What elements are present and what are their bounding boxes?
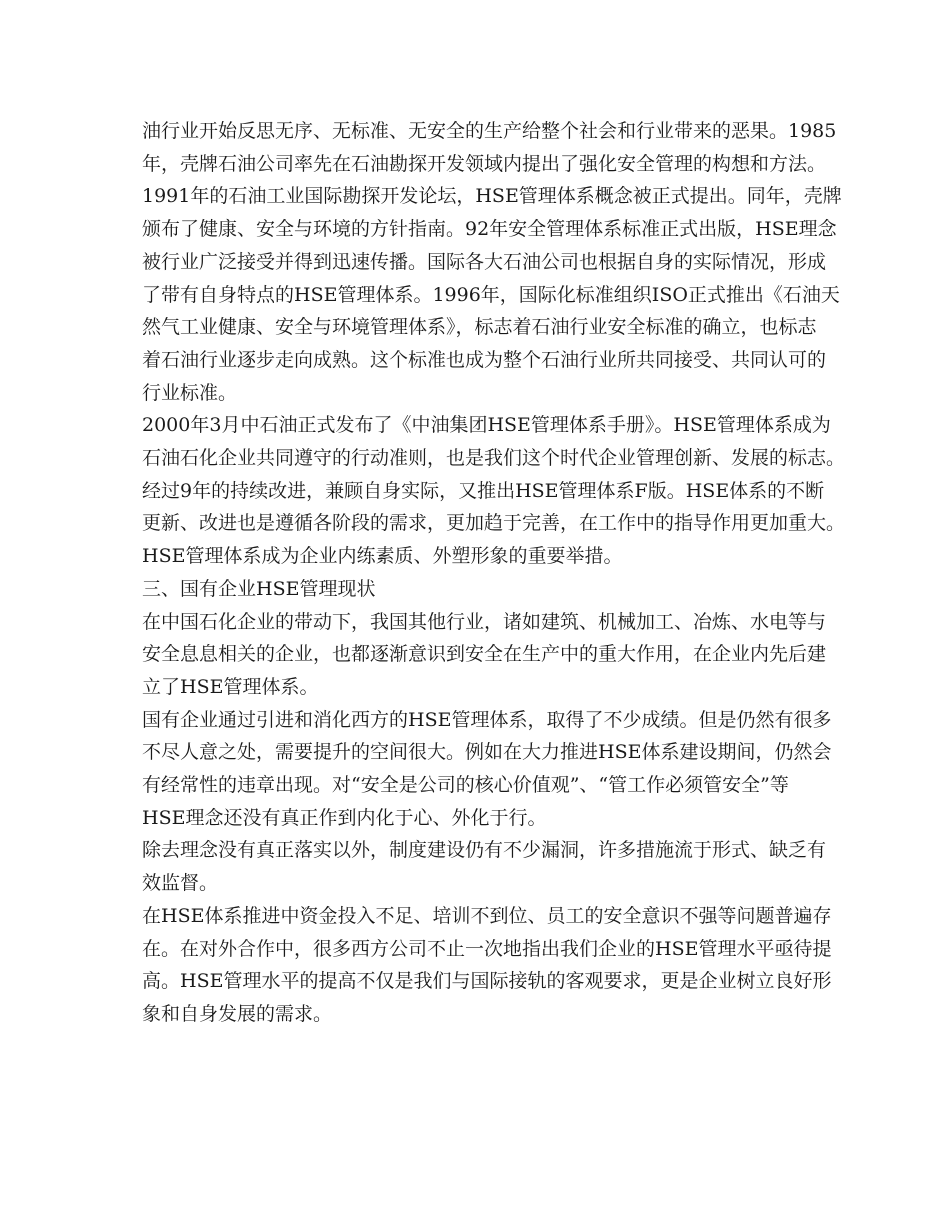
text-line: 被行业广泛接受并得到迅速传播。国际各大石油公司也根据自身的实际情况，形成 [142, 250, 827, 273]
text-line: 2000年3月中石油正式发布了《中油集团HSE管理体系手册》。HSE管理体系成为 [142, 414, 831, 437]
text-line: 在中国石化企业的带动下，我国其他行业，诸如建筑、机械加工、冶炼、水电等与 [142, 610, 827, 633]
text-line: 不尽人意之处，需要提升的空间很大。例如在大力推进HSE体系建设期间，仍然会 [142, 741, 832, 764]
text-line: 高。HSE管理水平的提高不仅是我们与国际接轨的客观要求，更是企业树立良好形 [142, 970, 832, 993]
text-line: 象和自身发展的需求。 [142, 1002, 333, 1025]
text-line: HSE管理体系成为企业内练素质、外塑形象的重要举措。 [142, 545, 623, 568]
text-line: 更新、改进也是遵循各阶段的需求，更加趋于完善，在工作中的指导作用更加重大。 [142, 512, 846, 535]
text-line: 立了HSE管理体系。 [142, 675, 319, 698]
text-line: 行业标准。 [142, 381, 238, 404]
text-line: 效监督。 [142, 872, 219, 895]
text-line: HSE理念还没有真正作到内化于心、外化于行。 [142, 806, 547, 829]
text-line: 有经常性的违章出现。对“安全是公司的核心价值观”、“管工作必须管安全”等 [142, 774, 789, 797]
text-line: 年，壳牌石油公司率先在石油勘探开发领域内提出了强化安全管理的构想和方法。 [142, 152, 827, 175]
text-line: 然气工业健康、安全与环境管理体系》，标志着石油行业安全标准的确立，也标志 [142, 316, 817, 339]
text-line: 石油石化企业共同遵守的行动准则，也是我们这个时代企业管理创新、发展的标志。 [142, 447, 846, 470]
text-line: 颁布了健康、安全与环境的方针指南。92年安全管理体系标准正式出版，HSE理念 [142, 218, 837, 241]
text-line: 油行业开始反思无序、无标准、无安全的生产给整个社会和行业带来的恶果。1985 [142, 120, 837, 142]
text-line: 除去理念没有真正落实以外，制度建设仍有不少漏洞，许多措施流于形式、缺乏有 [142, 839, 827, 862]
text-line: 经过9年的持续改进，兼顾自身实际，又推出HSE管理体系F版。HSE体系的不断 [142, 479, 825, 502]
text-line: 着石油行业逐步走向成熟。这个标准也成为整个石油行业所共同接受、共同认可的 [142, 348, 827, 371]
text-line: 国有企业通过引进和消化西方的HSE管理体系，取得了不少成绩。但是仍然有很多 [142, 708, 832, 731]
text-line: 在。在对外合作中，很多西方公司不止一次地指出我们企业的HSE管理水平亟待提 [142, 937, 832, 960]
text-line: 安全息息相关的企业，也都逐渐意识到安全在生产中的重大作用，在企业内先后建 [142, 643, 827, 666]
text-line: 在HSE体系推进中资金投入不足、培训不到位、员工的安全意识不强等问题普遍存 [142, 904, 832, 927]
text-line: 1991年的石油工业国际勘探开发论坛，HSE管理体系概念被正式提出。同年，壳牌 [142, 185, 842, 208]
section-heading: 三、国有企业HSE管理现状 [142, 577, 376, 600]
document-page [142, 115, 846, 1031]
text-line: 了带有自身特点的HSE管理体系。1996年，国际化标准组织ISO正式推出《石油天 [142, 283, 840, 306]
